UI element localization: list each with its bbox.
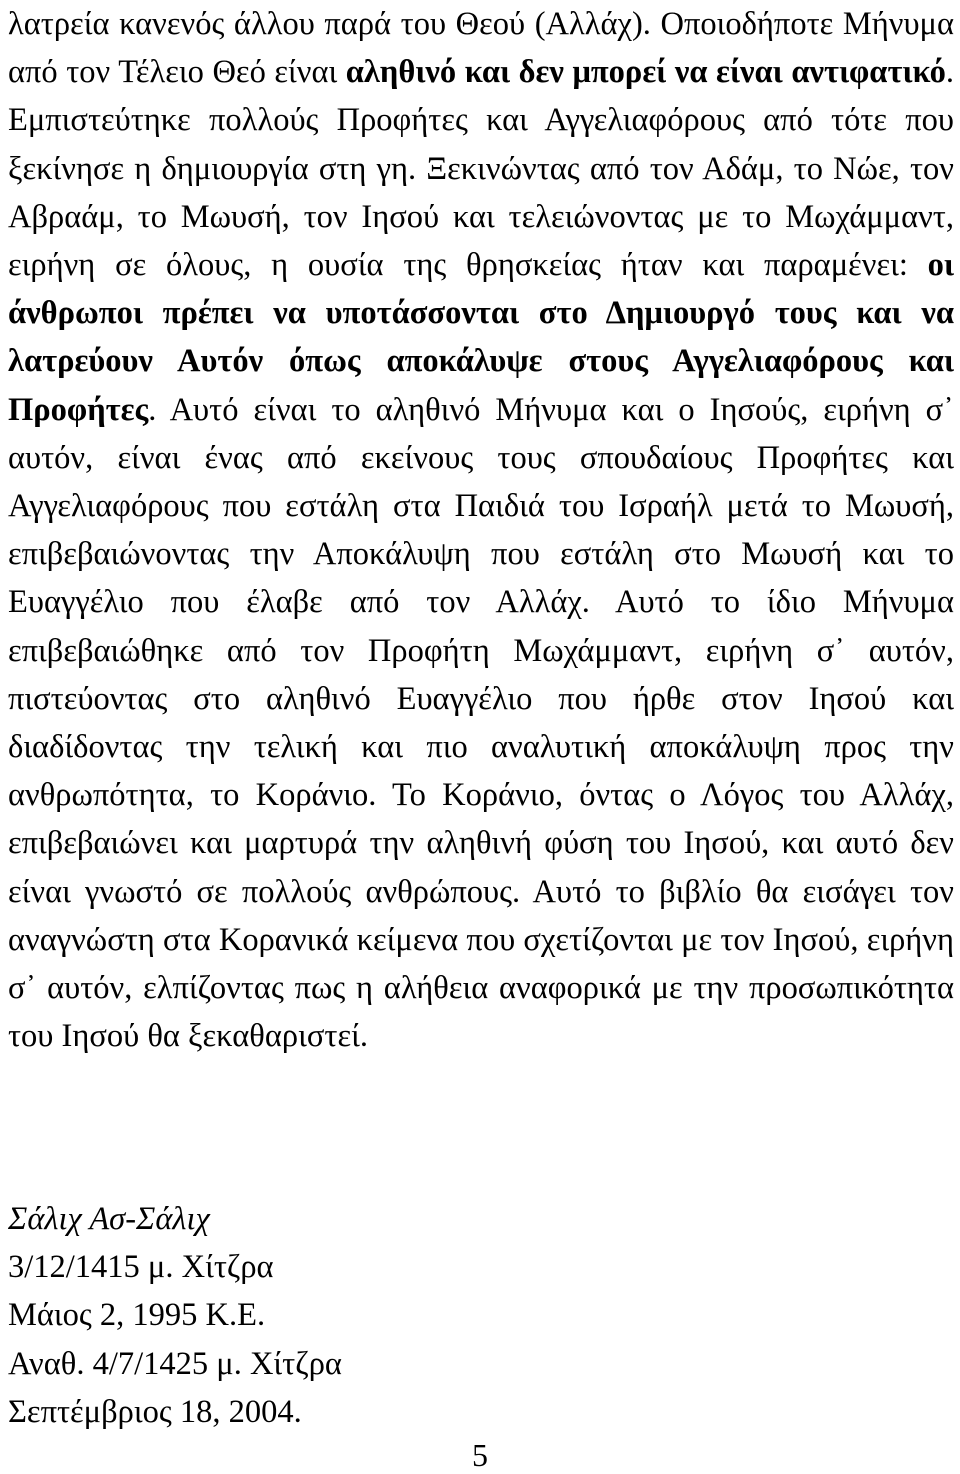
paragraph-run: . Εμπιστεύτηκε πολλούς Προφήτες και Αγγελιαφόρους από τότε που ξεκίνησε η δημιουργία στη γη. Ξεκινώντας από τον Αδάμ, το Νώε, τον Αβραάμ, το Μωυσή, τον Ιησού και τελειώνοντας με το Μωχάμμαντ, ειρήνη σε όλους, η ουσία της θρησκείας ήταν και παραμένει: bbox=[8, 54, 954, 284]
paragraph-run: λατρεία κανενός άλλου παρά του Θεού (Αλλάχ). Οποιοδήποτε Μήνυμα από τον Τέλειο Θεό είναι bbox=[8, 6, 954, 91]
date-gregorian-revised: Σεπτέμβριος 18, 2004. bbox=[8, 1393, 302, 1430]
document-page bbox=[8, 0, 954, 1060]
paragraph-run-bold: αληθινό και δεν μπορεί να είναι αντιφατικό bbox=[345, 54, 946, 91]
paragraph-run-bold: οι άνθρωποι πρέπει να υποτάσσονται στο Δημιουργό τους και να λατρεύουν Αυτόν όπως αποκάλυψε στους Αγγελιαφόρους και Προφήτες bbox=[8, 247, 954, 428]
signature-block bbox=[8, 1195, 708, 1436]
date-gregorian-original: Μάιος 2, 1995 Κ.Ε. bbox=[8, 1297, 266, 1334]
date-hijri-original: 3/12/1415 μ. Χίτζρα bbox=[8, 1249, 274, 1286]
paragraph-run: . Αυτό είναι το αληθινό Μήνυμα και ο Ιησούς, ειρήνη σ᾽ αυτόν, είναι ένας από εκείνους τους σπουδαίους Προφήτες και Αγγελιαφόρους που εστάλη στα Παιδιά του Ισραήλ μετά το Μωυσή, επιβεβαιώνοντας την Αποκάλυψη που εστάλη στο Μωυσή και το Ευαγγέλιο που έλαβε από τον Αλλάχ. Αυτό το ίδιο Μήνυμα επιβεβαιώθηκε από τον Προφήτη Μωχάμμαντ, ειρήνη σ᾽ αυτόν, πιστεύοντας στο αληθινό Ευαγγέλιο που ήρθε στον Ιησού και διαδίδοντας την τελική και πιο αναλυτική αποκάλυψη προς την ανθρωπότητα, το Κοράνιο. Το Κοράνιο, όντας ο Λόγος του Αλλάχ, επιβεβαιώνει και μαρτυρά την αληθινή φύση του Ιησού, και αυτό δεν είναι γνωστό σε πολλούς ανθρώπους. Αυτό το βιβλίο θα εισάγει τον αναγνώστη στα Κορανικά κείμενα που σχετίζονται με τον Ιησού, ειρήνη σ᾽ αυτόν, ελπίζοντας πως η αλήθεια αναφορικά με την προσωπικότητα του Ιησού θα ξεκαθαριστεί. bbox=[8, 391, 954, 1055]
body-paragraph bbox=[8, 0, 954, 1060]
date-hijri-revised: Αναθ. 4/7/1425 μ. Χίτζρα bbox=[8, 1345, 342, 1382]
page-number: 5 bbox=[472, 1437, 488, 1473]
author-name: Σάλιχ Ασ-Σάλιχ bbox=[8, 1201, 210, 1237]
